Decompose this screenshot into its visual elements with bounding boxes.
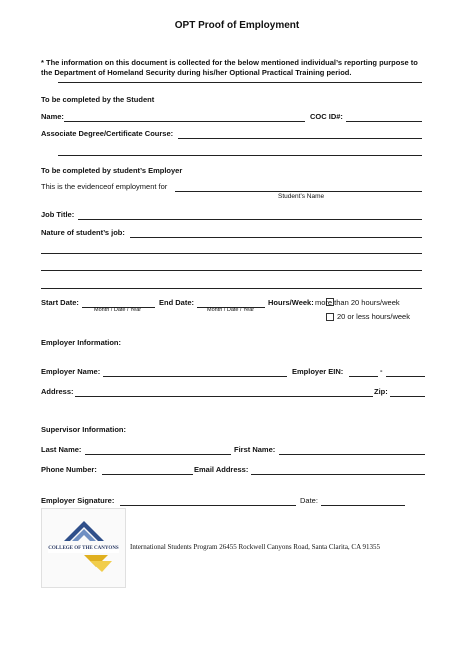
notice-text-line2: the Department of Homeland Security during his/her Optional Practical Training period. [41, 68, 352, 77]
employer-name-label: Employer Name: [41, 367, 101, 376]
student-section-heading: To be completed by the Student [41, 95, 155, 104]
college-logo-text: COLLEGE OF THE CANYONS [48, 546, 119, 551]
start-date-label: Start Date: [41, 298, 79, 307]
degree-field[interactable] [178, 129, 422, 139]
employer-info-heading: Employer Information: [41, 338, 122, 347]
address-field[interactable] [75, 387, 373, 397]
employer-ein-dash: - [380, 366, 383, 375]
job-title-label: Job Title: [41, 210, 75, 219]
college-logo [41, 508, 126, 588]
last-name-field[interactable] [85, 445, 231, 455]
nature-of-job-field[interactable] [130, 228, 422, 238]
zip-field[interactable] [390, 387, 425, 397]
student-name-caption: Student’s Name [278, 193, 325, 200]
nature-of-job-label: Nature of student’s job: [41, 228, 125, 237]
name-label: Name: [41, 112, 64, 121]
hours-20-or-less-label: 20 or less hours/week [337, 312, 410, 321]
hours-more-than-20-label: more than 20 hours/week [315, 298, 400, 307]
nature-of-job-line-3[interactable] [41, 270, 422, 271]
employer-section-heading: To be completed by student’s Employer [41, 166, 183, 175]
first-name-field[interactable] [279, 445, 425, 455]
evidence-text: This is the evidenceof employment for [41, 182, 168, 191]
email-address-label: Email Address: [194, 465, 249, 474]
hours-week-label: Hours/Week: [268, 298, 314, 307]
hours-20-or-less-checkbox[interactable] [326, 313, 334, 321]
form-title: OPT Proof of Employment [174, 20, 300, 31]
end-date-label: End Date: [159, 298, 195, 307]
employer-name-field[interactable] [103, 367, 287, 377]
date-label: Date: [300, 496, 318, 505]
nature-of-job-line-4[interactable] [41, 288, 422, 289]
notice-text-line1: * The information on this document is collected for the below mentioned individual’s reporting purpose to [41, 58, 418, 67]
employer-ein-prefix-field[interactable] [349, 367, 378, 377]
last-name-label: Last Name: [41, 445, 82, 454]
zip-label: Zip: [374, 387, 388, 396]
start-date-format-hint: Month / Date / Year [94, 307, 142, 313]
employer-ein-suffix-field[interactable] [386, 367, 425, 377]
address-label: Address: [41, 387, 74, 396]
first-name-label: First Name: [234, 445, 276, 454]
divider [58, 82, 422, 83]
degree-label: Associate Degree/Certificate Course: [41, 129, 174, 138]
degree-field-continuation[interactable] [58, 155, 422, 156]
signature-date-field[interactable] [321, 496, 405, 506]
nature-of-job-line-2[interactable] [41, 253, 422, 254]
supervisor-info-heading: Supervisor Information: [41, 425, 127, 434]
phone-number-label: Phone Number: [41, 465, 97, 474]
email-address-field[interactable] [251, 465, 425, 475]
phone-number-field[interactable] [102, 465, 193, 475]
student-name-field[interactable] [64, 112, 305, 122]
employer-signature-field[interactable] [120, 496, 296, 506]
coc-id-field[interactable] [346, 112, 422, 122]
end-date-format-hint: Month / Date / Year [207, 307, 255, 313]
job-title-field[interactable] [78, 210, 422, 220]
footer-address: International Students Program 26455 Rockwell Canyons Road, Santa Clarita, CA 91355 [130, 543, 381, 551]
employer-signature-label: Employer Signature: [41, 496, 115, 505]
coc-id-label: COC ID#: [310, 112, 343, 121]
student-name-employer-field[interactable] [175, 182, 422, 192]
employer-ein-label: Employer EIN: [292, 367, 344, 376]
